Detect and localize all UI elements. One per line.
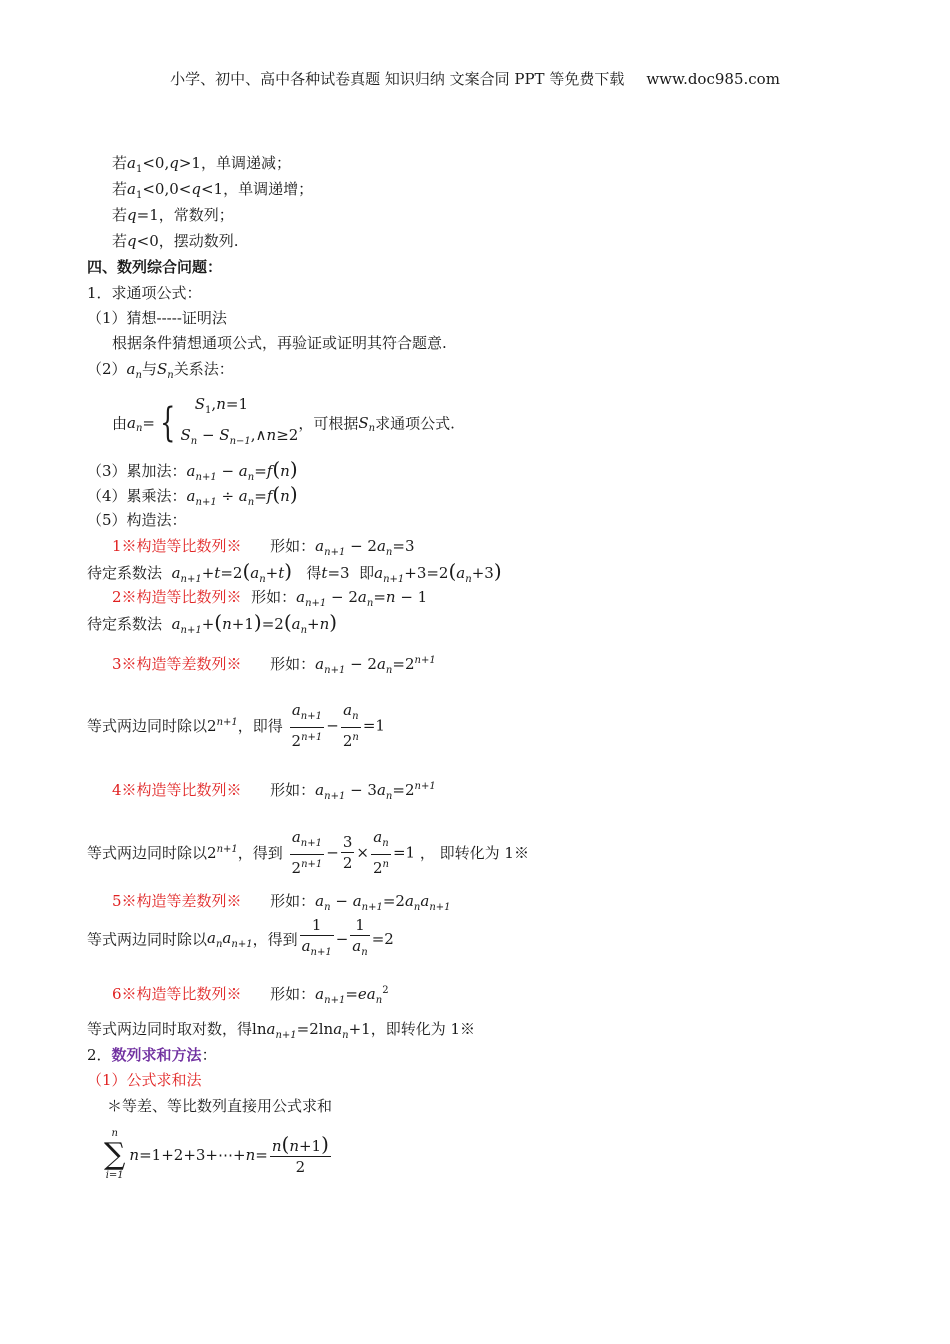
case-increasing: 若$a_1<0,0<q<1$，单调递增； bbox=[112, 180, 314, 201]
header-text: 小学、初中、高中各种试卷真题 知识归纳 文案合同 PPT 等免费下载 bbox=[170, 70, 625, 88]
summation1-desc: ＊等差、等比数列直接用公式求和 bbox=[107, 1097, 333, 1115]
case-oscillating: 若q<0，摆动数列. bbox=[112, 232, 239, 250]
construct1-row: 1※构造等比数列※ 形如：$a_{n+1} - 2a_n=3$ bbox=[112, 537, 415, 558]
method3-accumulate: （3）累加法：$a_{n+1} - a_n=f(n)$ bbox=[87, 457, 298, 483]
part2-title: 2．数列求和方法： bbox=[87, 1046, 217, 1064]
construct4-desc: 等式两边同时除以$2^{n+1}$，得到 $\frac{a_{n+1}}{2^{n+1}}$ − $\frac{3}{2}$ × $\frac{a_n}{2^n}$ =1 ， 即转化为 1※ bbox=[87, 828, 529, 877]
method2-title: $(2)a_n$与$S_n$关系法： bbox=[87, 360, 234, 381]
summation-formula: n ∑ i=1 n=1+2+3+⋯+n= $\frac{n(n+1)}{2}$ bbox=[104, 1128, 329, 1181]
construct4-row: 4※构造等比数列※ 形如：$a_{n+1} - 3a_n=2^{n+1}$ bbox=[112, 781, 436, 802]
construct6-desc: 等式两边同时取对数，得lna$_{n+1}$=2lna$_n$+1，即转化为 1※ bbox=[87, 1020, 476, 1041]
method5-title: （5）构造法： bbox=[87, 511, 187, 529]
construct2-row: 2※构造等比数列※ 形如：$a_{n+1} - 2a_n=n - 1$ bbox=[112, 588, 428, 609]
section-title: 四、数列综合问题： bbox=[87, 258, 223, 276]
method4-multiply: （4）累乘法：$a_{n+1} \div a_n=f(n)$ bbox=[87, 482, 298, 508]
method2-formula: 由$a_n=$ { $S_1,n=1$ $S_n$ − $S_{n-1},\wedge n\ge 2$ ，可根据$S_n$求通项公式. bbox=[112, 395, 455, 447]
construct5-desc: 等式两边同时除以$a_na_{n+1}$，得到 $\frac{1}{a_{n+1}}$ − $\frac{1}{a_n}$ =2 bbox=[87, 916, 394, 958]
method1-title: （1）猜想-----证明法 bbox=[87, 309, 227, 327]
case-decreasing: 若$a_1<0,q>1$，单调递减； bbox=[112, 154, 291, 175]
construct1-method: 待定系数法 $a_{n+1}+t=2(a_n+t)$ 得t=3 即$a_{n+1}+3=2(a_n+3)$ bbox=[87, 559, 502, 585]
page-header bbox=[0, 68, 950, 89]
case-constant: 若q=1，常数列； bbox=[112, 206, 234, 224]
construct5-row: 5※构造等差数列※ 形如：$a_n - a_{n+1}=2a_na_{n+1}$ bbox=[112, 892, 451, 913]
summation1-title: （1）公式求和法 bbox=[87, 1071, 202, 1089]
construct3-desc: 等式两边同时除以$2^{n+1}$，即得 $\frac{a_{n+1}}{2^{n+1}}$ − $\frac{a_n}{2^n}$ =1 bbox=[87, 701, 385, 750]
header-site: www.doc985.com bbox=[646, 70, 780, 88]
method1-desc: 根据条件猜想通项公式，再验证或证明其符合题意. bbox=[112, 334, 447, 352]
construct6-row: 6※构造等比数列※ 形如：$a_{n+1}=ea_n^2$ bbox=[112, 985, 389, 1006]
part1-title: 1．求通项公式： bbox=[87, 284, 202, 302]
construct2-method: 待定系数法 $a_{n+1}+(n+1)=2(a_n+n)$ bbox=[87, 610, 338, 636]
construct3-row: 3※构造等差数列※ 形如：$a_{n+1} - 2a_n=2^{n+1}$ bbox=[112, 655, 436, 676]
